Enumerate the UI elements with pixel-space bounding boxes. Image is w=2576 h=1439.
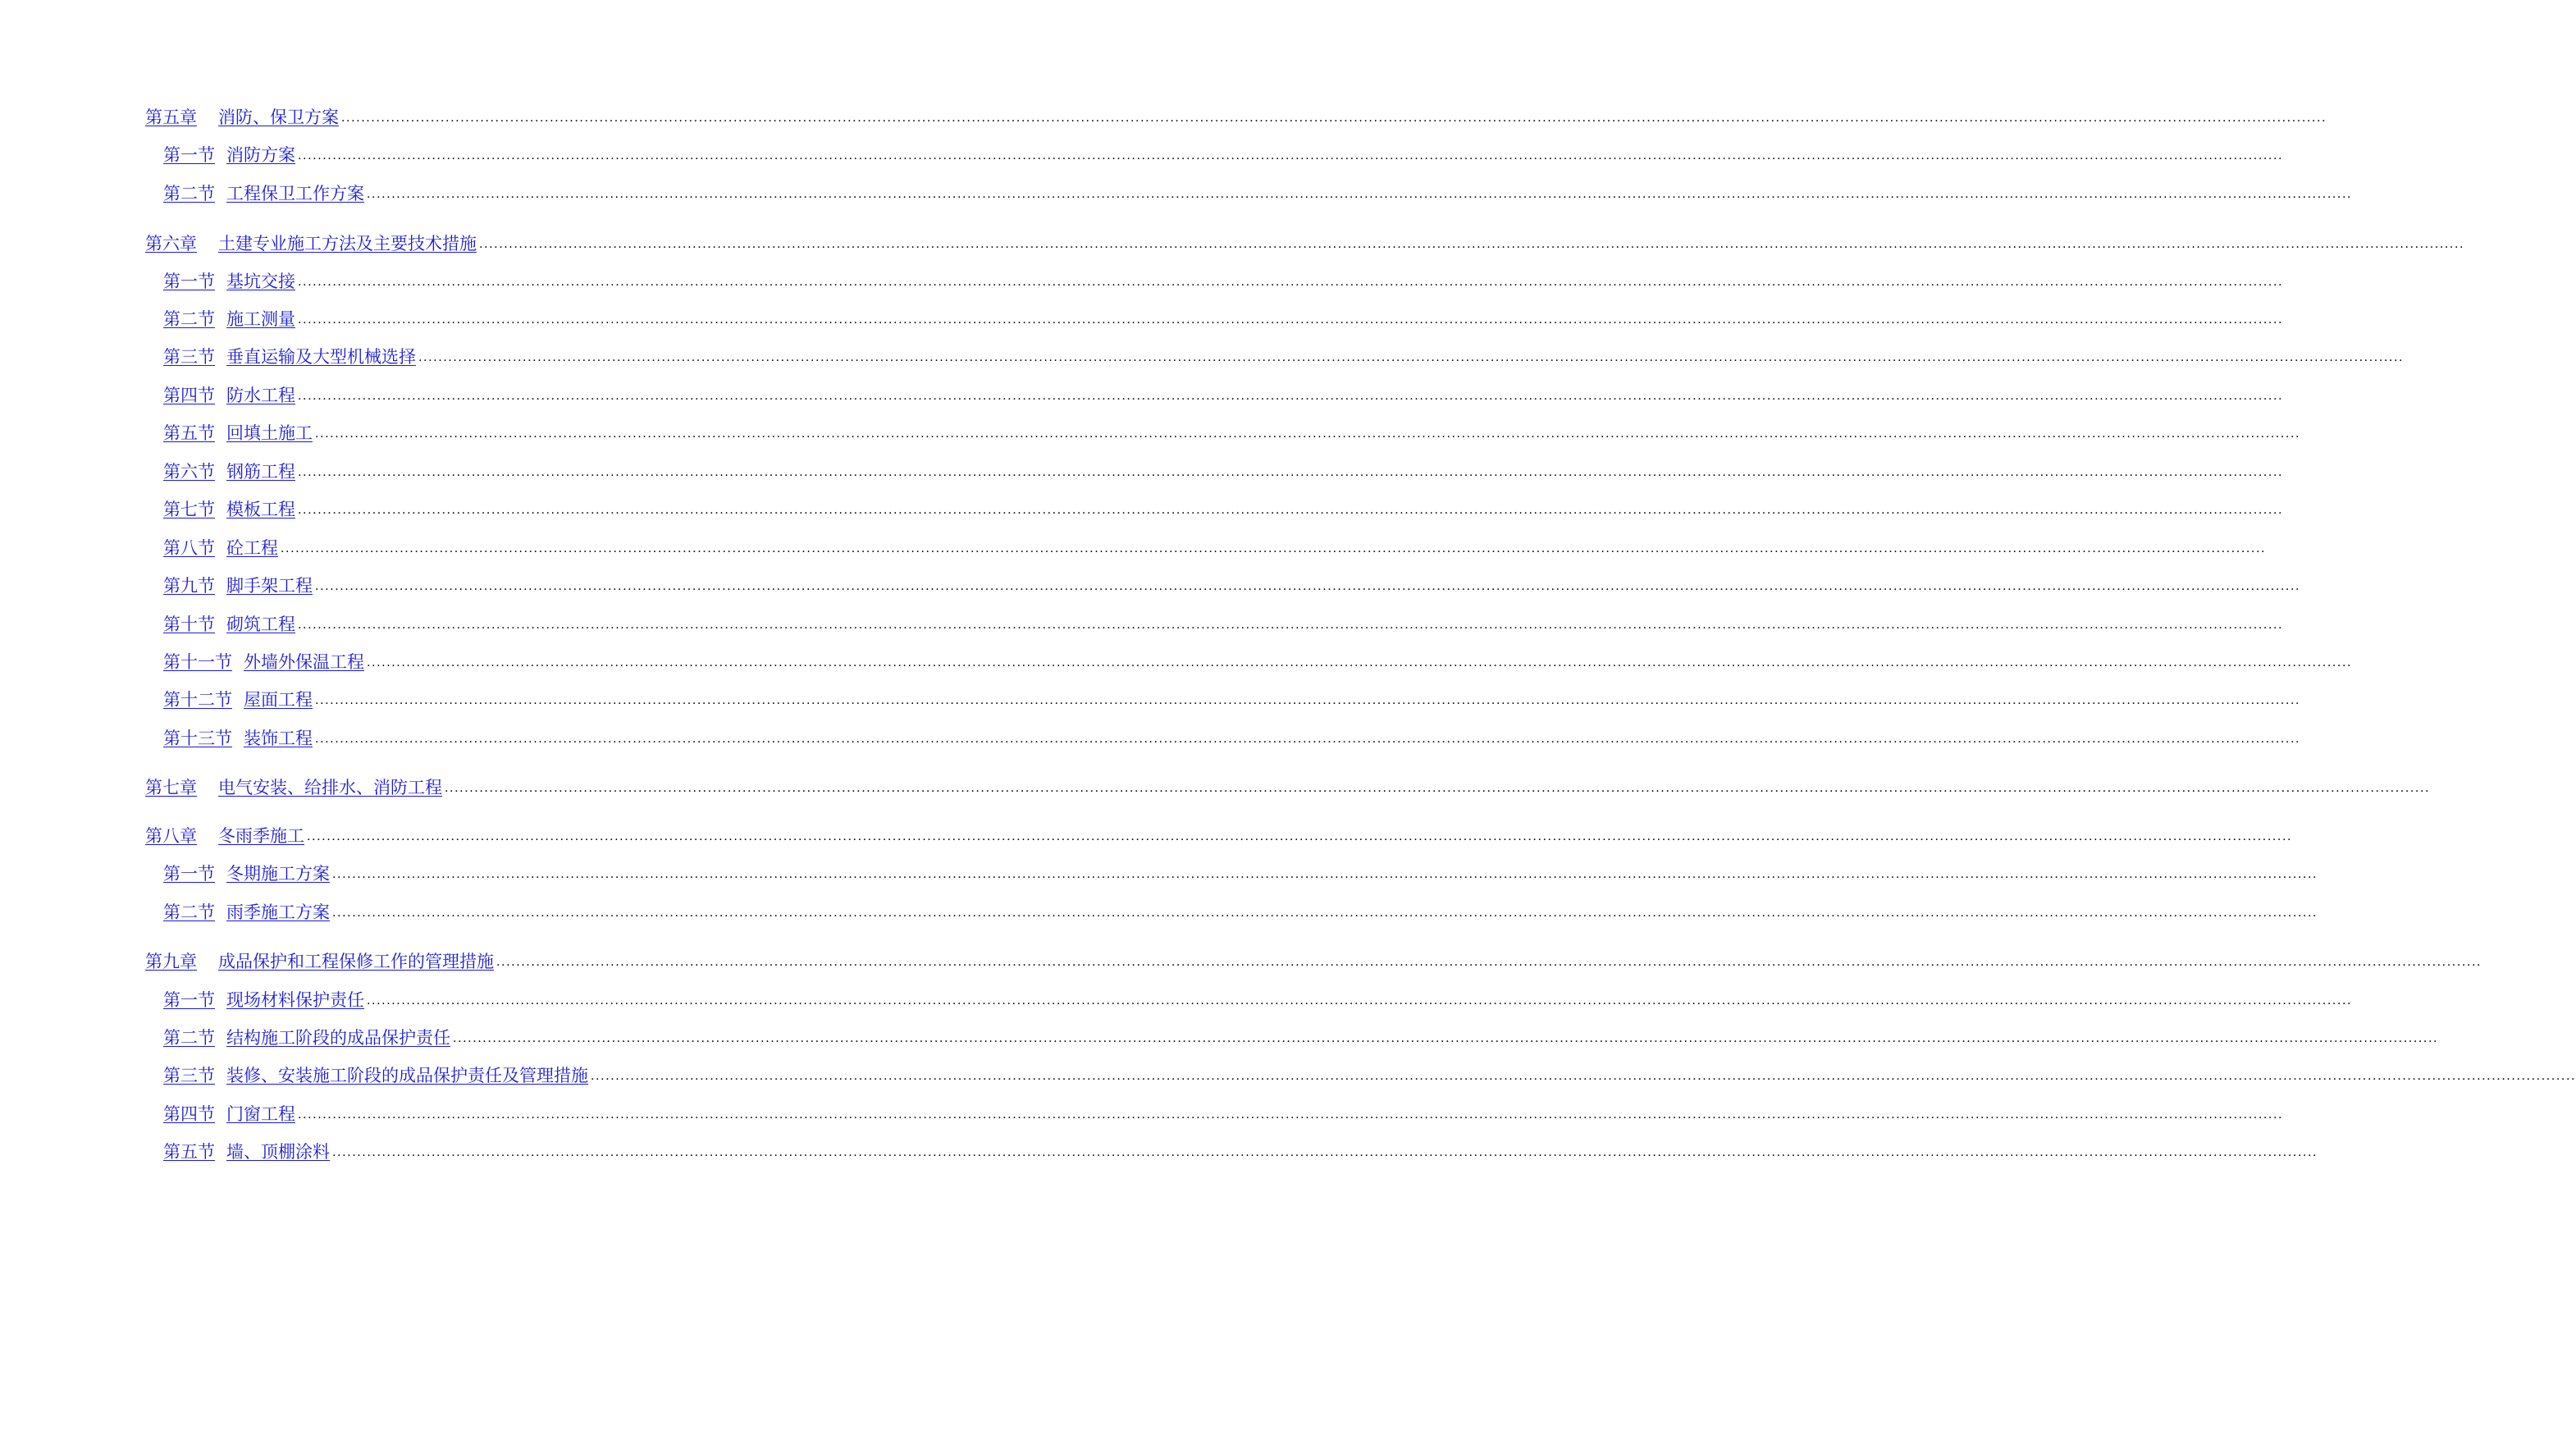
toc-entry-title: 脚手架工程 [226,576,313,596]
toc-section-link[interactable] [163,1141,330,1163]
toc-section-link[interactable] [163,728,313,749]
dot-leader: ................................................................................................................................................................................................................................................................................................................................................................................................................ [496,956,2482,969]
toc-entry-number: 第六节 [163,462,215,482]
toc-entry-number: 第一节 [163,145,215,165]
toc-entry-number: 第一节 [163,272,215,291]
dot-leader: ................................................................................................................................................................................................................................................................................................................................................................................................................ [315,694,2301,707]
toc-entry-title: 屋面工程 [244,690,313,710]
toc-section-entry [163,381,2284,406]
toc-entry-title: 模板工程 [226,500,295,519]
toc-entry-number: 第二节 [163,184,215,203]
toc-section-entry [163,898,2318,923]
toc-section-entry [163,610,2284,635]
toc-section-entry [163,458,2284,482]
toc-entry-title: 结构施工阶段的成品保护责任 [226,1028,450,1048]
toc-section-entry [163,267,2284,292]
toc-entry-title: 冬雨季施工 [218,826,304,846]
toc-entry-title: 基坑交接 [226,272,295,291]
toc-entry-number: 第十节 [163,614,215,634]
toc-section-entry [163,180,2353,204]
dot-leader: ................................................................................................................................................................................................................................................................................................................................................................................................................ [367,994,2353,1007]
toc-entry-title: 墙、顶棚涂料 [226,1142,330,1162]
toc-entry-number: 第二节 [163,1028,215,1048]
toc-entry-title: 冬期施工方案 [226,864,330,884]
toc-entry-number: 第一节 [163,864,215,884]
toc-section-entry [163,419,2301,444]
toc-entry-title: 外墙外保温工程 [244,652,364,672]
toc-entry-number: 第十三节 [163,729,232,748]
toc-section-entry [163,860,2318,884]
toc-entry-number: 第五节 [163,423,215,443]
toc-entry-number: 第十一节 [163,652,232,672]
dot-leader: ................................................................................................................................................................................................................................................................................................................................................................................................................ [332,907,2318,920]
toc-section-link[interactable] [163,499,295,520]
dot-leader: ................................................................................................................................................................................................................................................................................................................................................................................................................ [281,542,2267,555]
toc-section-link[interactable] [163,144,295,166]
toc-entry-title: 工程保卫工作方案 [226,184,364,203]
toc-entry-number: 第七节 [163,500,215,519]
toc-entry-title: 钢筋工程 [226,462,295,482]
toc-entry-title: 电气安装、给排水、消防工程 [218,778,442,797]
dot-leader: ................................................................................................................................................................................................................................................................................................................................................................................................................ [307,830,2293,843]
toc-entry-number: 第五章 [145,107,197,127]
toc-entry-number: 第六章 [145,234,197,254]
toc-entry-title: 消防、保卫方案 [218,107,339,127]
toc-entry-number: 第十二节 [163,690,232,710]
toc-section-link[interactable] [163,271,295,292]
toc-section-link[interactable] [163,989,364,1011]
toc-section-entry [163,1024,2439,1048]
dot-leader: ................................................................................................................................................................................................................................................................................................................................................................................................................ [298,313,2284,327]
toc-section-link[interactable] [163,461,295,482]
toc-entry-title: 消防方案 [226,145,295,165]
toc-chapter-entry [145,230,2465,254]
dot-leader: ................................................................................................................................................................................................................................................................................................................................................................................................................ [298,466,2284,479]
toc-entry-title: 装饰工程 [244,729,313,748]
dot-leader: ................................................................................................................................................................................................................................................................................................................................................................................................................ [453,1032,2439,1045]
toc-entry-number: 第九节 [163,576,215,596]
toc-section-link[interactable] [163,385,295,406]
toc-chapter-link[interactable] [145,777,442,798]
dot-leader: ................................................................................................................................................................................................................................................................................................................................................................................................................ [367,656,2353,669]
toc-section-entry [163,572,2301,596]
toc-section-link[interactable] [163,537,278,559]
toc-section-entry [163,986,2353,1011]
toc-section-entry [163,534,2267,559]
toc-entry-number: 第四节 [163,1104,215,1124]
toc-section-link[interactable] [163,423,313,444]
dot-leader: ................................................................................................................................................................................................................................................................................................................................................................................................................ [445,782,2431,795]
toc-section-link[interactable] [163,1065,588,1086]
toc-entry-title: 成品保护和工程保修工作的管理措施 [218,952,494,971]
toc-chapter-entry [145,774,2431,798]
toc-entry-number: 第五节 [163,1142,215,1162]
toc-section-entry [163,1062,2576,1086]
toc-entry-number: 第二节 [163,902,215,922]
toc-section-entry [163,648,2353,673]
dot-leader: ................................................................................................................................................................................................................................................................................................................................................................................................................ [298,276,2284,289]
toc-entry-number: 第二节 [163,309,215,329]
dot-leader: ................................................................................................................................................................................................................................................................................................................................................................................................................ [298,1108,2284,1122]
toc-section-entry [163,1138,2318,1163]
dot-leader: ................................................................................................................................................................................................................................................................................................................................................................................................................ [298,149,2284,162]
toc-section-link[interactable] [163,614,295,635]
toc-section-entry [163,724,2301,749]
toc-section-link[interactable] [163,308,295,330]
toc-entry-title: 土建专业施工方法及主要技术措施 [218,234,477,254]
toc-entry-title: 门窗工程 [226,1104,295,1124]
toc-entry-number: 第三节 [163,1066,215,1085]
toc-entry-title: 装修、安装施工阶段的成品保护责任及管理措施 [226,1066,588,1085]
toc-section-link[interactable] [163,1103,295,1125]
toc-section-link[interactable] [163,183,364,204]
toc-section-entry [163,686,2301,710]
toc-entry-title: 砌筑工程 [226,614,295,634]
toc-entry-number: 第一节 [163,990,215,1010]
toc-chapter-link[interactable] [145,825,304,847]
toc-entry-number: 第七章 [145,778,197,797]
toc-chapter-link[interactable] [145,233,477,254]
dot-leader: ................................................................................................................................................................................................................................................................................................................................................................................................................ [298,619,2284,632]
dot-leader: ................................................................................................................................................................................................................................................................................................................................................................................................................ [341,112,2327,125]
toc-entry-title: 雨季施工方案 [226,902,330,922]
toc-section-entry [163,1100,2284,1125]
dot-leader: ................................................................................................................................................................................................................................................................................................................................................................................................................ [315,427,2301,441]
dot-leader: ................................................................................................................................................................................................................................................................................................................................................................................................................ [315,733,2301,746]
toc-chapter-entry [145,822,2293,847]
dot-leader: ................................................................................................................................................................................................................................................................................................................................................................................................................ [479,238,2465,251]
toc-entry-title: 砼工程 [226,538,278,558]
toc-chapter-entry [145,948,2482,972]
toc-section-link[interactable] [163,346,416,368]
toc-entry-title: 防水工程 [226,386,295,405]
dot-leader: ................................................................................................................................................................................................................................................................................................................................................................................................................ [332,1146,2318,1159]
toc-chapter-link[interactable] [145,107,339,128]
toc-section-link[interactable] [163,689,313,710]
toc-section-link[interactable] [163,651,364,673]
toc-section-entry [163,141,2284,166]
toc-section-link[interactable] [163,902,330,923]
toc-section-entry [163,343,2405,368]
toc-entry-number: 第三节 [163,347,215,367]
toc-chapter-link[interactable] [145,951,494,972]
dot-leader: ................................................................................................................................................................................................................................................................................................................................................................................................................ [367,188,2353,201]
toc-entry-title: 垂直运输及大型机械选择 [226,347,416,367]
toc-section-link[interactable] [163,863,330,884]
toc-entry-number: 第八节 [163,538,215,558]
toc-chapter-entry [145,103,2327,128]
dot-leader: ................................................................................................................................................................................................................................................................................................................................................................................................................ [298,390,2284,403]
dot-leader: ................................................................................................................................................................................................................................................................................................................................................................................................................ [315,580,2301,593]
dot-leader: ................................................................................................................................................................................................................................................................................................................................................................................................................ [332,868,2318,881]
toc-entry-number: 第九章 [145,952,197,971]
toc-entry-title: 施工测量 [226,309,295,329]
toc-section-link[interactable] [163,575,313,596]
dot-leader: ................................................................................................................................................................................................................................................................................................................................................................................................................ [298,504,2284,517]
toc-entry-number: 第四节 [163,386,215,405]
toc-entry-number: 第八章 [145,826,197,846]
toc-section-entry [163,496,2284,520]
toc-entry-title: 现场材料保护责任 [226,990,364,1010]
toc-section-link[interactable] [163,1027,450,1048]
dot-leader: ................................................................................................................................................................................................................................................................................................................................................................................................................ [591,1070,2576,1083]
toc-entry-title: 回填土施工 [226,423,313,443]
toc-section-entry [163,305,2284,330]
dot-leader: ................................................................................................................................................................................................................................................................................................................................................................................................................ [418,351,2405,364]
